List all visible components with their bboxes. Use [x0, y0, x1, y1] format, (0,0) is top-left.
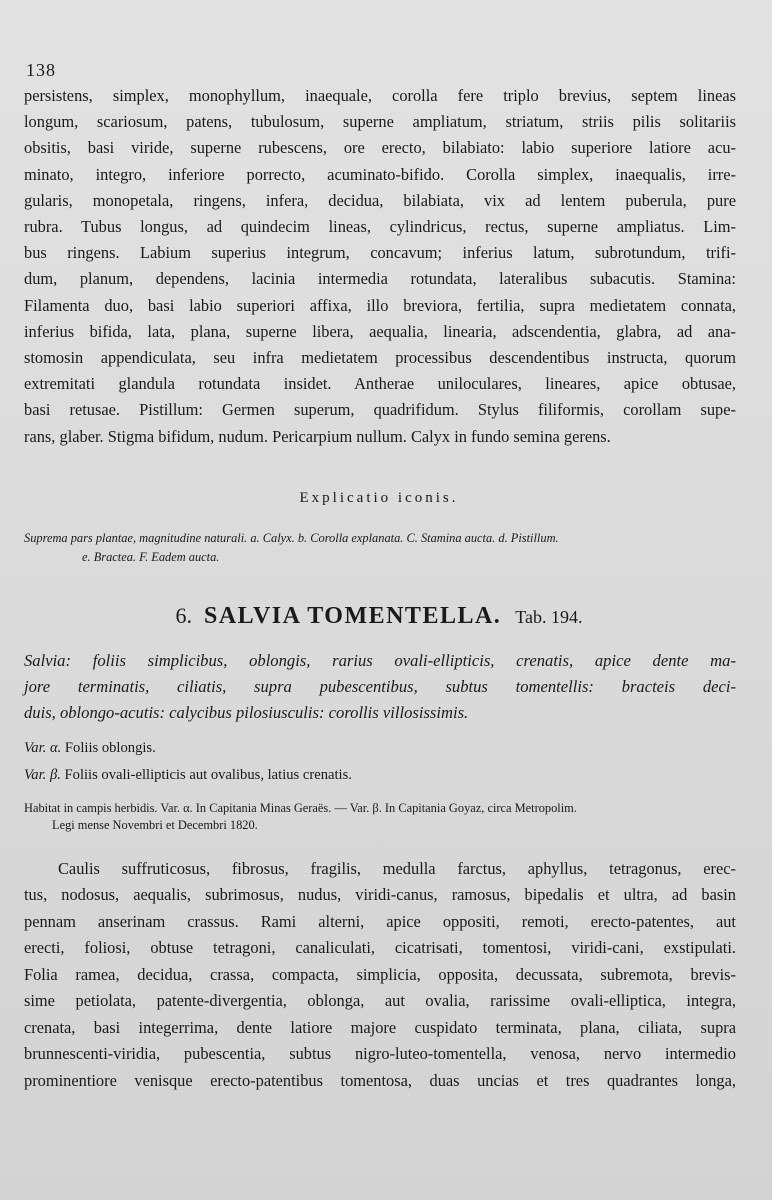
text-line: tus, nodosus, aequalis, subrimosus, nudus, viridi-canus, ramosus, bipedalis et ultra, ad basin: [24, 885, 736, 905]
variety-label: Var. α.: [24, 739, 62, 756]
variety-beta: [24, 767, 736, 784]
text-line: longum, scariosum, patens, tubulosum, superne ampliatum, striatum, striis pilis solitariis: [24, 112, 736, 132]
text-line: rubra. Tubus longus, ad quindecim lineas, cylindricus, rectus, superne ampliatus. Lim-: [24, 217, 736, 237]
habitat-line: Legi mense Novembri et Decembri 1820.: [52, 817, 258, 832]
text-line: stomosin appendiculata, seu infra medietatem processibus descendentibus instructa, quorum: [24, 348, 736, 368]
text-line: rans, glaber. Stigma bifidum, nudum. Pericarpium nullum. Calyx in fundo semina gerens.: [24, 426, 611, 446]
text-line: dum, planum, dependens, lacinia intermedia rotundata, lateralibus subacutis. Stamina:: [24, 269, 736, 289]
figure-caption: [24, 529, 736, 567]
diagnosis-line: Salvia: foliis simplicibus, oblongis, rarius ovali-ellipticis, crenatis, apice dente ma-: [24, 650, 736, 670]
variety-text: Foliis oblongis.: [64, 739, 156, 756]
text-line: basi retusae. Pistillum: Germen superum, quadrifidum. Stylus filiformis, corollam supe-: [24, 400, 736, 420]
text-line: gularis, monopetala, ringens, infera, decidua, bilabiata, vix ad lentem puberula, pure: [24, 190, 736, 210]
text-line: minato, integro, inferiore porrecto, acuminato-bifido. Corolla simplex, inaequalis, irre-: [24, 164, 736, 184]
text-line: Caulis suffruticosus, fibrosus, fragilis, medulla farctus, aphyllus, tetragonus, erec-: [58, 858, 736, 878]
caption-line: Suprema pars plantae, magnitudine naturali. a. Calyx. b. Corolla explanata. C. Stamina aucta. d. Pistillum.: [24, 530, 559, 545]
habitat-line: Habitat in campis herbidis. Var. α. In Capitania Minas Geraës. — Var. β. In Capitania Goyaz, circa Metropolim.: [24, 800, 577, 815]
habitat-note: [24, 800, 736, 834]
variety-text: Foliis ovali-ellipticis aut ovalibus, latius crenatis.: [64, 766, 352, 783]
text-line: Filamenta duo, basi labio superiori affixa, illo breviora, fertilia, supra medietatem connata,: [24, 295, 736, 315]
stem-description-paragraph: [24, 856, 736, 1095]
species-number: 6.: [175, 602, 192, 628]
page-number: 138: [26, 60, 56, 80]
text-line: erecti, foliosi, obtuse tetragoni, canaliculati, cicatrisati, tomentosi, viridi-cani, exstipulati.: [24, 938, 736, 958]
text-line: prominentiore venisque erecto-patentibus tomentosa, duas uncias et tres quadrantes longa,: [24, 1070, 736, 1090]
text-line: persistens, simplex, monophyllum, inaequale, corolla fere triplo brevius, septem lineas: [24, 86, 736, 105]
variety-alpha: [24, 740, 736, 757]
text-line: sime petiolata, patente-divergentia, oblonga, aut ovalia, rarissime ovali-elliptica, integra,: [24, 991, 736, 1011]
species-diagnosis: [24, 648, 736, 726]
caption-heading: Explicatio iconis.: [299, 489, 459, 506]
caption-line: e. Bractea. F. Eadem aucta.: [82, 549, 220, 564]
plate-reference: Tab. 194.: [515, 606, 583, 627]
text-line: Folia ramea, decidua, crassa, compacta, simplicia, opposita, decussata, subremota, brevis-: [24, 964, 736, 984]
variety-label: Var. β.: [24, 766, 61, 783]
text-line: crenata, basi integerrima, dente latiore majore cuspidato terminata, plana, ciliata, supra: [24, 1017, 736, 1037]
diagnosis-line: duis, oblongo-acutis: calycibus pilosiusculis: corollis villosissimis.: [24, 702, 469, 722]
species-heading: [22, 603, 736, 630]
text-line: brunnescenti-viridia, pubescentia, subtus nigro-luteo-tomentella, venosa, nervo intermedio: [24, 1044, 736, 1064]
species-name: SALVIA TOMENTELLA.: [203, 602, 502, 629]
description-paragraph: [22, 83, 736, 450]
diagnosis-line: jore terminatis, ciliatis, supra pubescentibus, subtus tomentellis: bracteis deci-: [24, 676, 736, 696]
text-line: extremitati glandula rotundata insidet. Antherae uniloculares, lineares, apice obtusae,: [24, 374, 736, 394]
text-line: bus ringens. Labium superius integrum, concavum; inferius latum, subrotundum, trifi-: [24, 243, 736, 263]
text-line: pennam anserinam crassus. Rami alterni, apice oppositi, remoti, erecto-patentes, aut: [24, 911, 736, 931]
text-line: inferius bifida, lata, plana, superne libera, aequalia, linearia, adscendentia, glabra, ad ana-: [24, 321, 736, 341]
text-line: obsitis, basi viride, superne rubescens, ore erecto, bilabiato: labio superiore latiore acu-: [24, 138, 736, 158]
